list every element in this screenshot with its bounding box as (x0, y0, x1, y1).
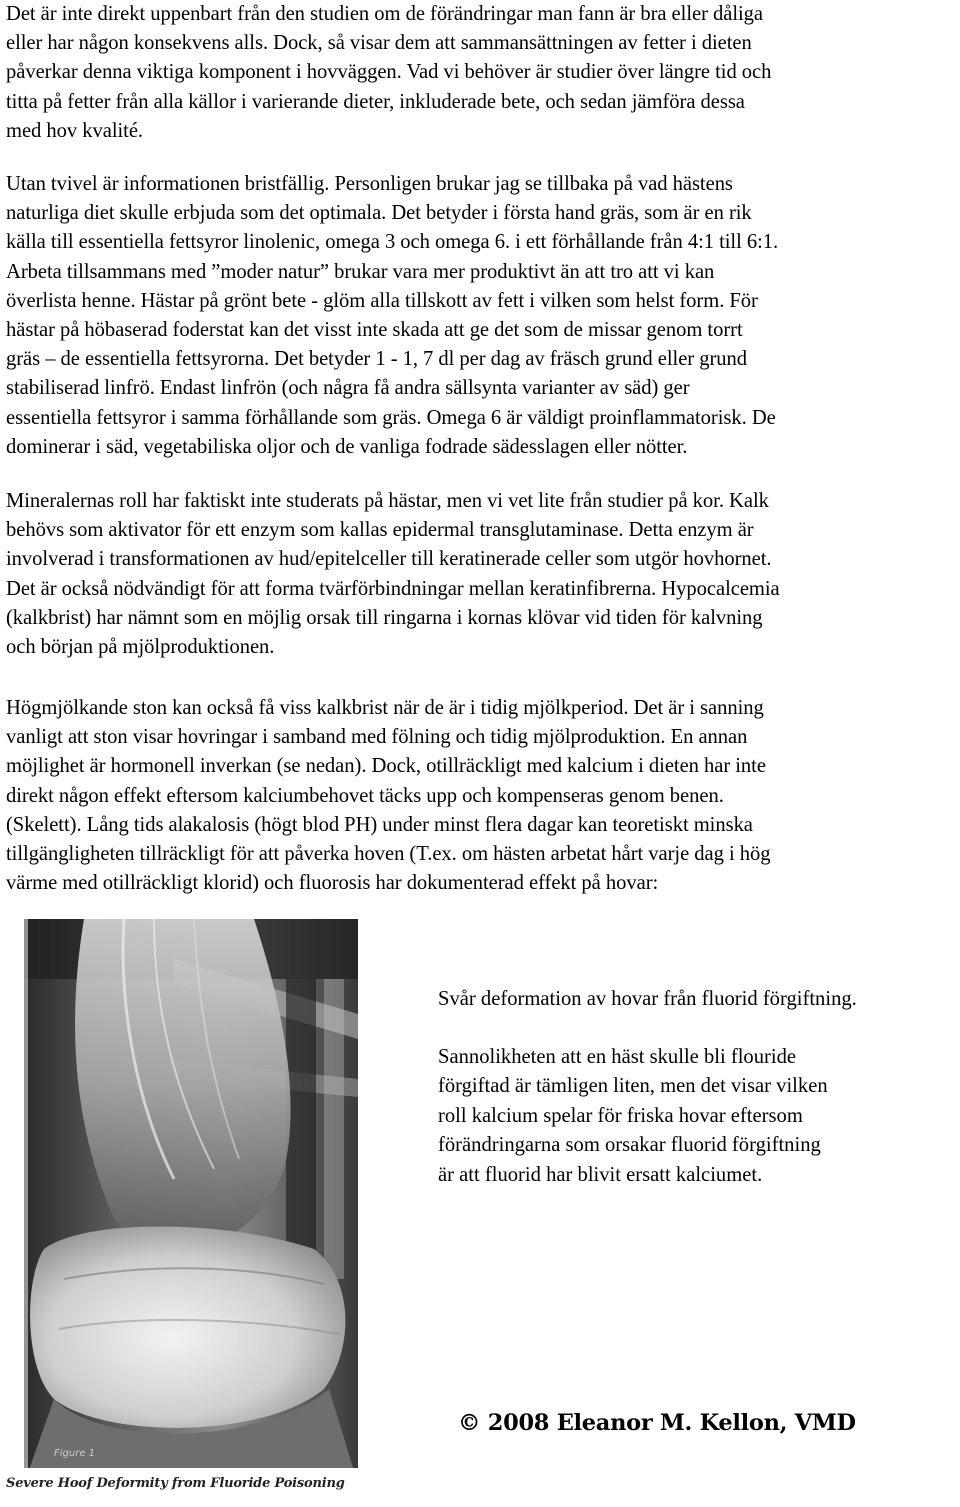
text-line: behövs som aktivator för ett enzym som kallas epidermal transglutaminase. Detta enzym är (6, 519, 754, 542)
text-line: Det är inte direkt uppenbart från den studien om de förändringar man fann är bra eller dåliga (6, 3, 764, 25)
text-line: Sannolikheten att en häst skulle bli flouride (438, 1045, 797, 1068)
text-line: Högmjölkande ston kan också få viss kalkbrist när de är i tidig mjölkperiod. Det är i sanning (6, 697, 764, 719)
text-line: vanligt att ston visar hovringar i samband med fölning och tidig mjölproduktion. En annan (6, 726, 748, 749)
paragraph-natural-diet (6, 170, 778, 462)
paragraph-minerals (6, 487, 780, 662)
text-line: naturliga diet skulle erbjuda som det optimala. Det betyder i första hand gräs, som är en rik (6, 202, 752, 225)
hoof-deformity-photo (24, 919, 358, 1484)
text-line: förändringarna som orsakar fluorid förgiftning (438, 1134, 821, 1156)
text-line: med hov kvalité. (6, 119, 144, 142)
text-line: dominerar i säd, vegetabiliska oljor och de vanliga fodrade sädesslagen eller nötter. (6, 435, 688, 458)
text-line: och början på mjölproduktionen. (6, 636, 275, 659)
text-line: Mineralernas roll har faktiskt inte studerats på hästar, men vi vet lite från studier på kor. Kalk (6, 490, 769, 512)
text-line: överlista henne. Hästar på grönt bete - glöm alla tillskott av fett i vilken som helst form. För (6, 289, 758, 312)
text-line: påverkar denna viktiga komponent i hovväggen. Vad vi behöver är studier över längre tid och (6, 61, 772, 84)
figure-side-text (438, 985, 958, 1190)
text-line: Utan tvivel är informationen bristfällig. Personligen brukar jag se tillbaka på vad hästens (6, 173, 733, 195)
text-line: möjlighet är hormonell inverkan (se nedan). Dock, otillräckligt med kalcium i dieten har inte (6, 755, 766, 778)
text-line: värme med otillräckligt klorid) och fluorosis har dokumenterad effekt på hovar: (6, 872, 659, 895)
figure-description (438, 1043, 958, 1191)
text-line: (Skelett). Lång tids alakalosis (högt blod PH) under minst flera dagar kan teoretiskt minska (6, 813, 753, 836)
paragraph-fats-study (6, 0, 771, 146)
text-line: eller har någon konsekvens alls. Dock, så visar dem att sammansättningen av fetter i dieten (6, 32, 752, 55)
text-line: Det är också nödvändigt för att forma tvärförbindningar mellan keratinfibrerna. Hypocalcemia (6, 577, 780, 600)
text-line: gräs – de essentiella fettsyrorna. Det betyder 1 - 1, 7 dl per dag av fräsch grund eller grund (6, 348, 747, 371)
paragraph-calcium-mares (6, 694, 770, 898)
text-line: källa till essentiella fettsyror linolenic, omega 3 och omega 6. i ett förhållande från 4:1 till 6:1. (6, 231, 779, 254)
text-line: roll kalcium spelar för friska hovar eftersom (438, 1104, 803, 1127)
text-line: involverad i transformationen av hud/epitelceller till keratinerade celler som utgör hovhornet. (6, 548, 772, 571)
text-line: förgiftad är tämligen liten, men det visar vilken (438, 1075, 828, 1097)
text-line: är att fluorid har blivit ersatt kalciumet. (438, 1163, 763, 1186)
text-line: stabiliserad linfrö. Endast linfrön (och några få andra sällsynta varianter av säd) ger (6, 377, 690, 400)
photo-caption-strip (0, 1468, 380, 1507)
figure-label: Figure 1 (54, 1448, 96, 1459)
copyright-notice: © 2008 Eleanor M. Kellon, VMD (458, 1410, 856, 1436)
text-line: Arbeta tillsammans med ”moder natur” brukar vara mer produktivt än att tro att vi kan (6, 260, 715, 283)
figure-title: Svår deformation av hovar från fluorid förgiftning. (438, 988, 857, 1010)
text-line: titta på fetter från alla källor i varierande dieter, inkluderade bete, och sedan jämföra dessa (6, 90, 745, 113)
text-line: essentiella fettsyror i samma förhållande som gräs. Omega 6 är väldigt proinflammatorisk. De (6, 406, 776, 429)
text-line: (kalkbrist) har nämnt som en möjlig orsak till ringarna i kornas klövar vid tiden för kalvning (6, 606, 763, 629)
photo-caption: Severe Hoof Deformity from Fluoride Poisoning (6, 1476, 345, 1491)
text-line: tillgängligheten tillräckligt för att påverka hoven (T.ex. om hästen arbetat hårt varje dag i hög (6, 843, 771, 866)
text-line: direkt någon effekt eftersom kalciumbehovet täcks upp och kompenseras genom benen. (6, 784, 724, 807)
text-line: hästar på höbaserad foderstat kan det visst inte skada att ge det som de missar genom torrt (6, 319, 743, 342)
